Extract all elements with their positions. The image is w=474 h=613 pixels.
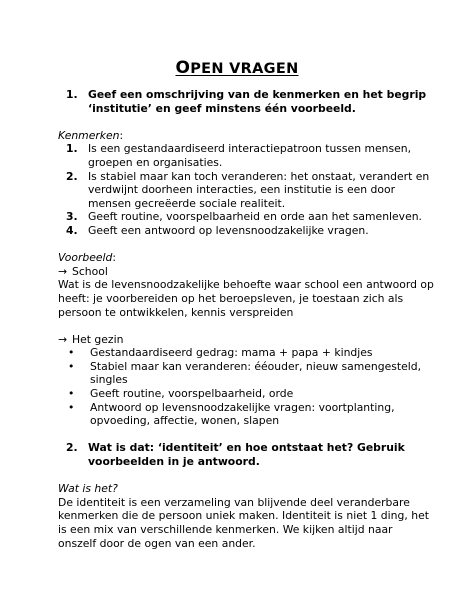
list-item-text: Stabiel maar kan veranderen: ééouder, nieuw samengesteld, singles	[90, 359, 422, 387]
list-item	[58, 401, 434, 428]
school-text: Wat is de levensnoodzakelijke behoefte waar school een antwoord op heeft: je voorbereiden op het beroepsleven, je toestaan zich als persoon te ontwikkelen, kennis verspreiden	[58, 278, 434, 319]
list-item	[58, 210, 434, 224]
list-item-text: Gestandaardiseerd gedrag: mama + papa + kindjes	[90, 346, 373, 360]
bullet-icon: •	[68, 346, 75, 360]
list-item	[58, 387, 434, 401]
question-2-number: 2.	[66, 441, 78, 455]
list-item-text: Is een gestandaardiseerd interactiepatroon tussen mensen, groepen en organisaties.	[88, 142, 412, 169]
gezin-heading-line	[58, 333, 434, 347]
list-item-number: 3.	[66, 210, 78, 224]
list-item	[58, 142, 434, 169]
list-item	[58, 346, 434, 360]
list-item-number: 1.	[66, 142, 78, 156]
list-item-text: Geeft routine, voorspelbaarheid en orde aan het samenleven.	[88, 210, 422, 224]
question-1-number: 1.	[66, 88, 78, 101]
title-rest: PEN VRAGEN	[190, 61, 299, 77]
list-item-text: Geeft routine, voorspelbaarheid, orde	[90, 387, 294, 401]
wat-label: Wat is het?	[58, 482, 118, 496]
gezin-heading: Het gezin	[72, 332, 124, 346]
gezin-list	[58, 346, 434, 428]
arrow-right-icon: →	[58, 264, 68, 278]
bullet-icon: •	[68, 359, 75, 373]
voorbeeld-colon: :	[112, 251, 117, 265]
list-item-number: 4.	[66, 223, 78, 237]
wat-text: De identiteit is een verzameling van blijvende deel veranderbare kenmerken die de persoon uniek maken. Identiteit is niet 1 ding, het is een mix van verschillende kenmerken. We kijken altijd naar onszelf door de ogen van een ander.	[58, 495, 429, 550]
school-heading: School	[72, 264, 108, 278]
kenmerken-label-line	[58, 129, 434, 143]
arrow-right-icon: →	[58, 332, 68, 346]
bullet-icon: •	[68, 400, 75, 414]
spacer	[58, 319, 434, 333]
question-2-text: Wat is dat: ‘identiteit’ en hoe ontstaat het? Gebruik voorbeelden in je antwoord.	[88, 441, 405, 469]
school-heading-line	[58, 265, 434, 279]
spacer	[58, 428, 434, 442]
question-2	[58, 441, 434, 468]
list-item	[58, 224, 434, 238]
kenmerken-list	[58, 142, 434, 237]
bullet-icon: •	[68, 387, 75, 401]
kenmerken-colon: :	[119, 128, 124, 142]
voorbeeld-label-line	[58, 251, 434, 265]
voorbeeld-label: Voorbeeld	[58, 251, 113, 265]
list-item-number: 2.	[66, 169, 78, 183]
list-item	[58, 360, 434, 387]
list-item-text: Antwoord op levensnoodzakelijke vragen: voortplanting, opvoeding, affectie, wonen, slapen	[90, 400, 395, 428]
list-item	[58, 170, 434, 211]
question-1	[58, 88, 434, 115]
question-1-text: Geef een omschrijving van de kenmerken en het begrip ‘institutie’ en geef minstens één voorbeeld.	[88, 88, 427, 115]
title-capital: O	[175, 58, 191, 78]
document-content	[58, 88, 434, 550]
list-item-text: Geeft een antwoord op levensnoodzakelijke vragen.	[88, 223, 369, 237]
kenmerken-label: Kenmerken	[58, 128, 120, 142]
list-item-text: Is stabiel maar kan toch veranderen: het onstaat, verandert en verdwijnt doorheen interacties, een institutie is een door mensen gecreëerde sociale realiteit.	[88, 169, 430, 210]
page-title	[0, 58, 474, 78]
